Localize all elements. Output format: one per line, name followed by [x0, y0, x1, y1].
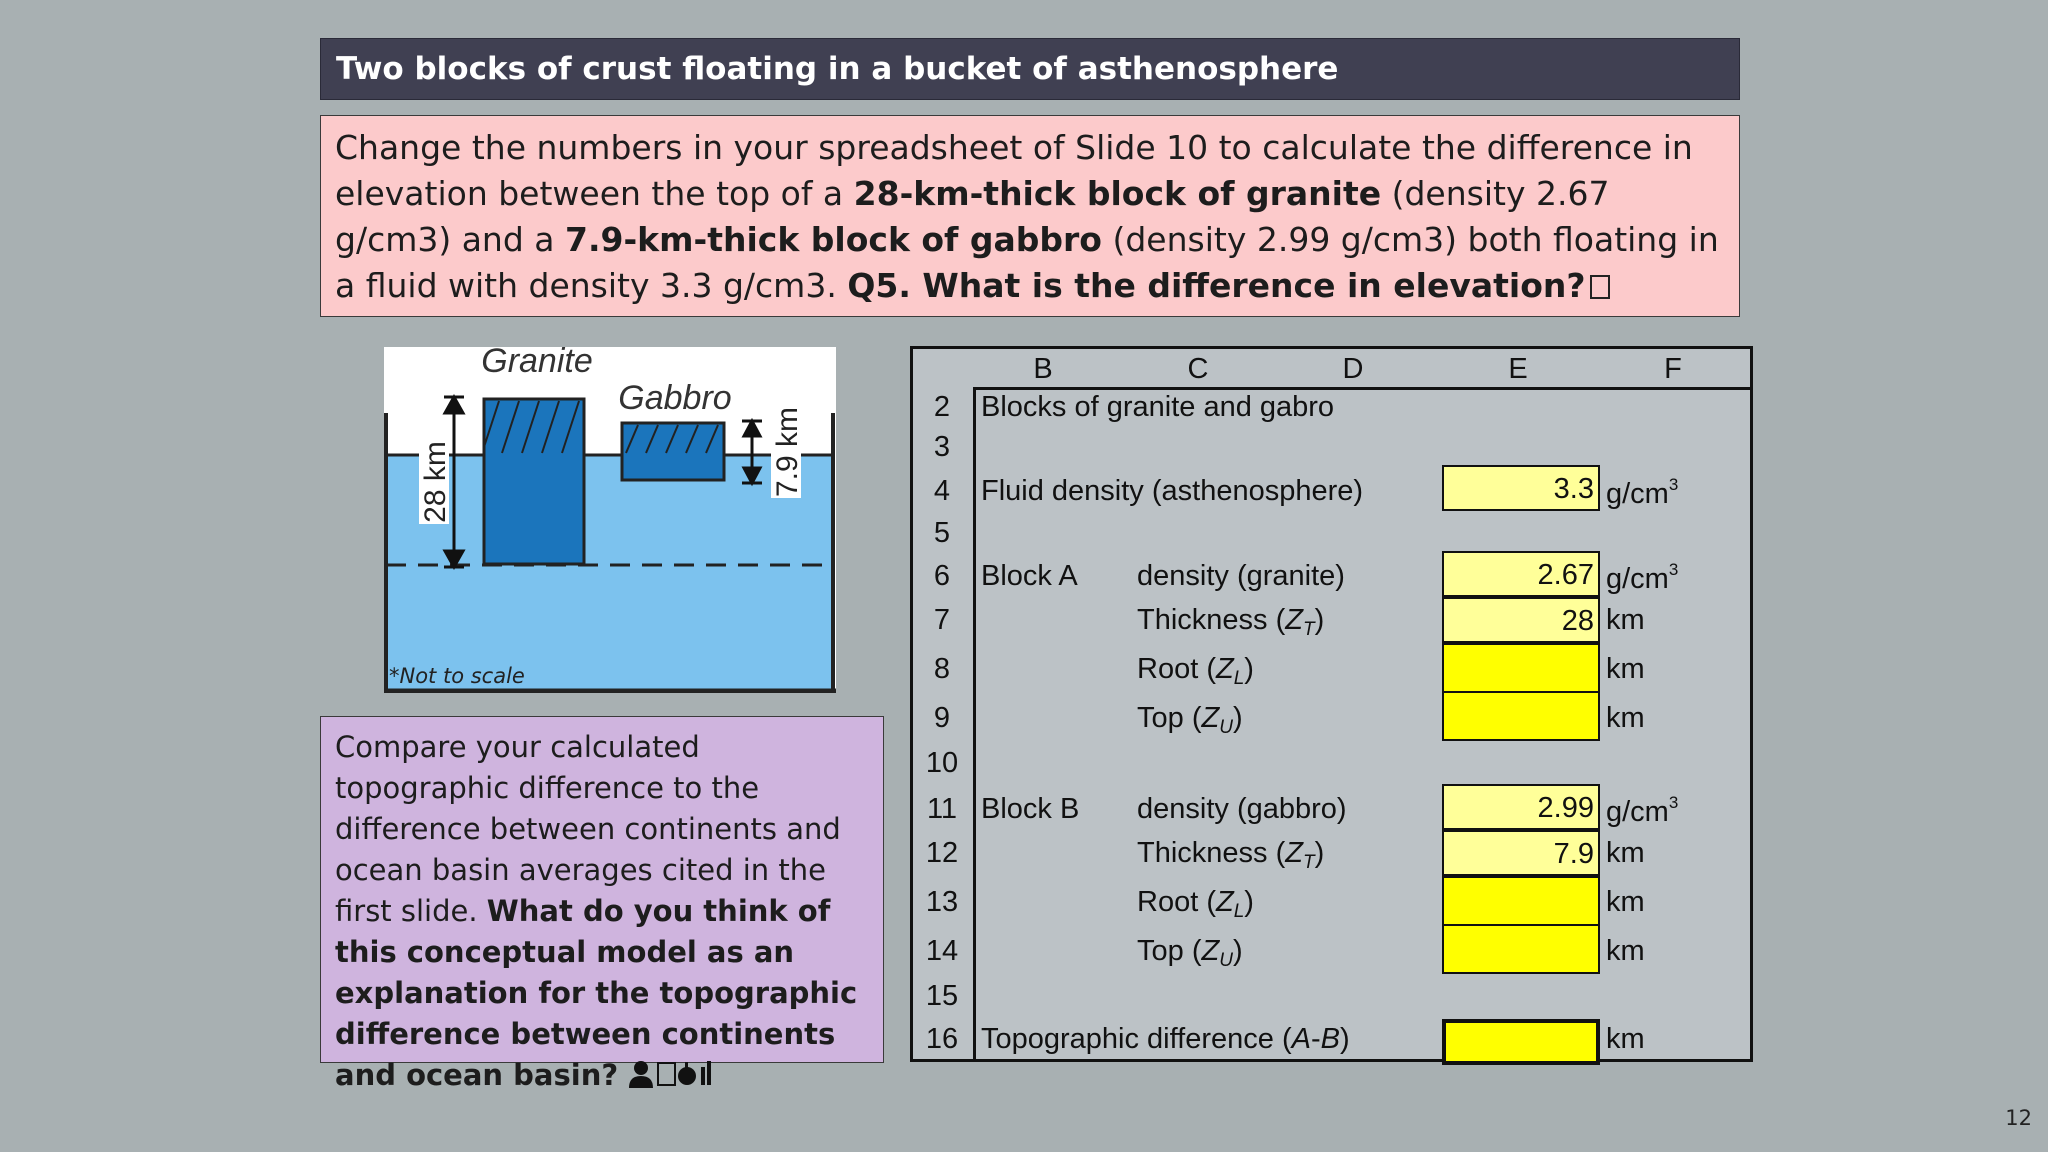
block-a-thickness-label: Thickness $(Z_T)$: [1137, 604, 1325, 640]
row-num: 5: [933, 517, 951, 549]
block-a-thickness-input[interactable]: 28: [1442, 597, 1600, 643]
gabbro-block: [622, 423, 724, 480]
block-b-top-label: Top $(Z_U)$: [1137, 935, 1243, 971]
fluid-density-input[interactable]: 3.3: [1442, 465, 1600, 511]
compare-box: [320, 716, 884, 1092]
row-num: 14: [925, 935, 959, 967]
compare-question: What do you think of this conceptual model as an explanation for the topographic difference between continents and ocean basin?: [335, 894, 858, 1092]
apple-icon: [678, 1067, 696, 1085]
block-a-root-label: Root $(Z_L)$: [1137, 653, 1254, 689]
block-a-density-input[interactable]: 2.67: [1442, 551, 1600, 597]
row-num: 11: [926, 793, 958, 825]
row-num: 4: [933, 475, 951, 507]
gabbro-label: Gabbro: [618, 379, 732, 417]
prompt-box: [320, 115, 1740, 317]
row-num: 8: [933, 653, 951, 685]
row-num: 12: [925, 837, 959, 869]
col-f: F: [1664, 353, 1682, 385]
col-c: C: [1187, 353, 1209, 385]
block-b-density-label: density (gabbro): [1137, 793, 1347, 825]
person-icon: [634, 1061, 648, 1075]
unit-km: km: [1606, 886, 1645, 918]
box-icon: [658, 1063, 675, 1085]
prompt-bold-gabbro: 7.9-km-thick block of gabbro: [565, 220, 1102, 259]
topographic-difference-cell[interactable]: [1442, 1019, 1600, 1065]
row-num: 10: [925, 747, 959, 779]
question-q5: Q5. What is the difference in elevation?: [847, 266, 1586, 305]
prompt-text-2: (density 2.67 g/cm3) and a: [335, 174, 1610, 259]
row-num: 7: [933, 604, 951, 636]
unit-density: $g/cm^3$: [1606, 475, 1679, 510]
row-num: 2: [933, 391, 951, 423]
gabbro-thickness-label: 7.9 km: [771, 406, 804, 498]
block-b-thickness-label: Thickness $(Z_T)$: [1137, 837, 1325, 873]
block-b-root-cell[interactable]: [1442, 876, 1600, 926]
slide-title: Two blocks of crust floating in a bucket of asthenosphere: [320, 38, 1740, 100]
block-diagram: [384, 347, 836, 693]
unit-km: km: [1606, 702, 1645, 734]
not-to-scale-note: *Not to scale: [389, 664, 525, 688]
granite-block: [484, 399, 584, 564]
unit-km: km: [1606, 935, 1645, 967]
col-b: B: [1033, 353, 1053, 385]
row-num: 3: [933, 431, 951, 463]
topographic-difference-label: Topographic difference (A-B): [981, 1023, 1350, 1055]
col-e: E: [1508, 353, 1528, 385]
block-a-density-label: density (granite): [1137, 560, 1345, 592]
prompt-text-3: (density 2.99 g/cm3) both floating in a fluid with density 3.3 g/cm3.: [335, 220, 1719, 305]
prompt-text: Change the numbers in your spreadsheet of Slide 10 to calculate the difference in elevation between the top of a: [335, 128, 1693, 213]
unit-km: km: [1606, 837, 1645, 869]
discussion-icons: [627, 1059, 713, 1100]
row-num: 9: [933, 702, 951, 734]
block-a-label: Block A: [981, 560, 1078, 592]
unit-density: $g/cm^3$: [1606, 793, 1679, 828]
unit-km: km: [1606, 653, 1645, 685]
block-b-top-cell[interactable]: [1442, 924, 1600, 974]
block-b-density-input[interactable]: 2.99: [1442, 784, 1600, 830]
bar-icon: [701, 1067, 705, 1085]
block-a-top-cell[interactable]: [1442, 691, 1600, 741]
spreadsheet: [910, 346, 1753, 1062]
compare-text: Compare your calculated topographic difference to the difference between continents and ocean basin averages cited in the first slide.: [335, 730, 841, 928]
col-d: D: [1342, 353, 1364, 385]
row-num: 16: [925, 1023, 959, 1055]
answer-box-icon: [1590, 275, 1610, 299]
block-a-top-label: Top $(Z_U)$: [1137, 702, 1243, 738]
fluid-density-label: Fluid density (asthenosphere): [981, 475, 1364, 507]
granite-thickness-label: 28 km: [419, 441, 452, 523]
block-b-thickness-input[interactable]: 7.9: [1442, 830, 1600, 876]
unit-km: km: [1606, 604, 1645, 636]
page-number: 12: [2005, 1106, 2032, 1130]
row-num: 15: [925, 980, 959, 1012]
row-num: 6: [933, 560, 951, 592]
unit-density: $g/cm^3$: [1606, 560, 1679, 595]
unit-km: km: [1606, 1023, 1645, 1055]
sheet-title: Blocks of granite and gabro: [981, 391, 1335, 423]
granite-label: Granite: [481, 347, 593, 380]
block-a-root-cell[interactable]: [1442, 643, 1600, 693]
row-num: 13: [925, 886, 959, 918]
block-b-root-label: Root $(Z_L)$: [1137, 886, 1254, 922]
block-b-label: Block B: [981, 793, 1080, 825]
prompt-bold-granite: 28-km-thick block of granite: [853, 174, 1382, 213]
